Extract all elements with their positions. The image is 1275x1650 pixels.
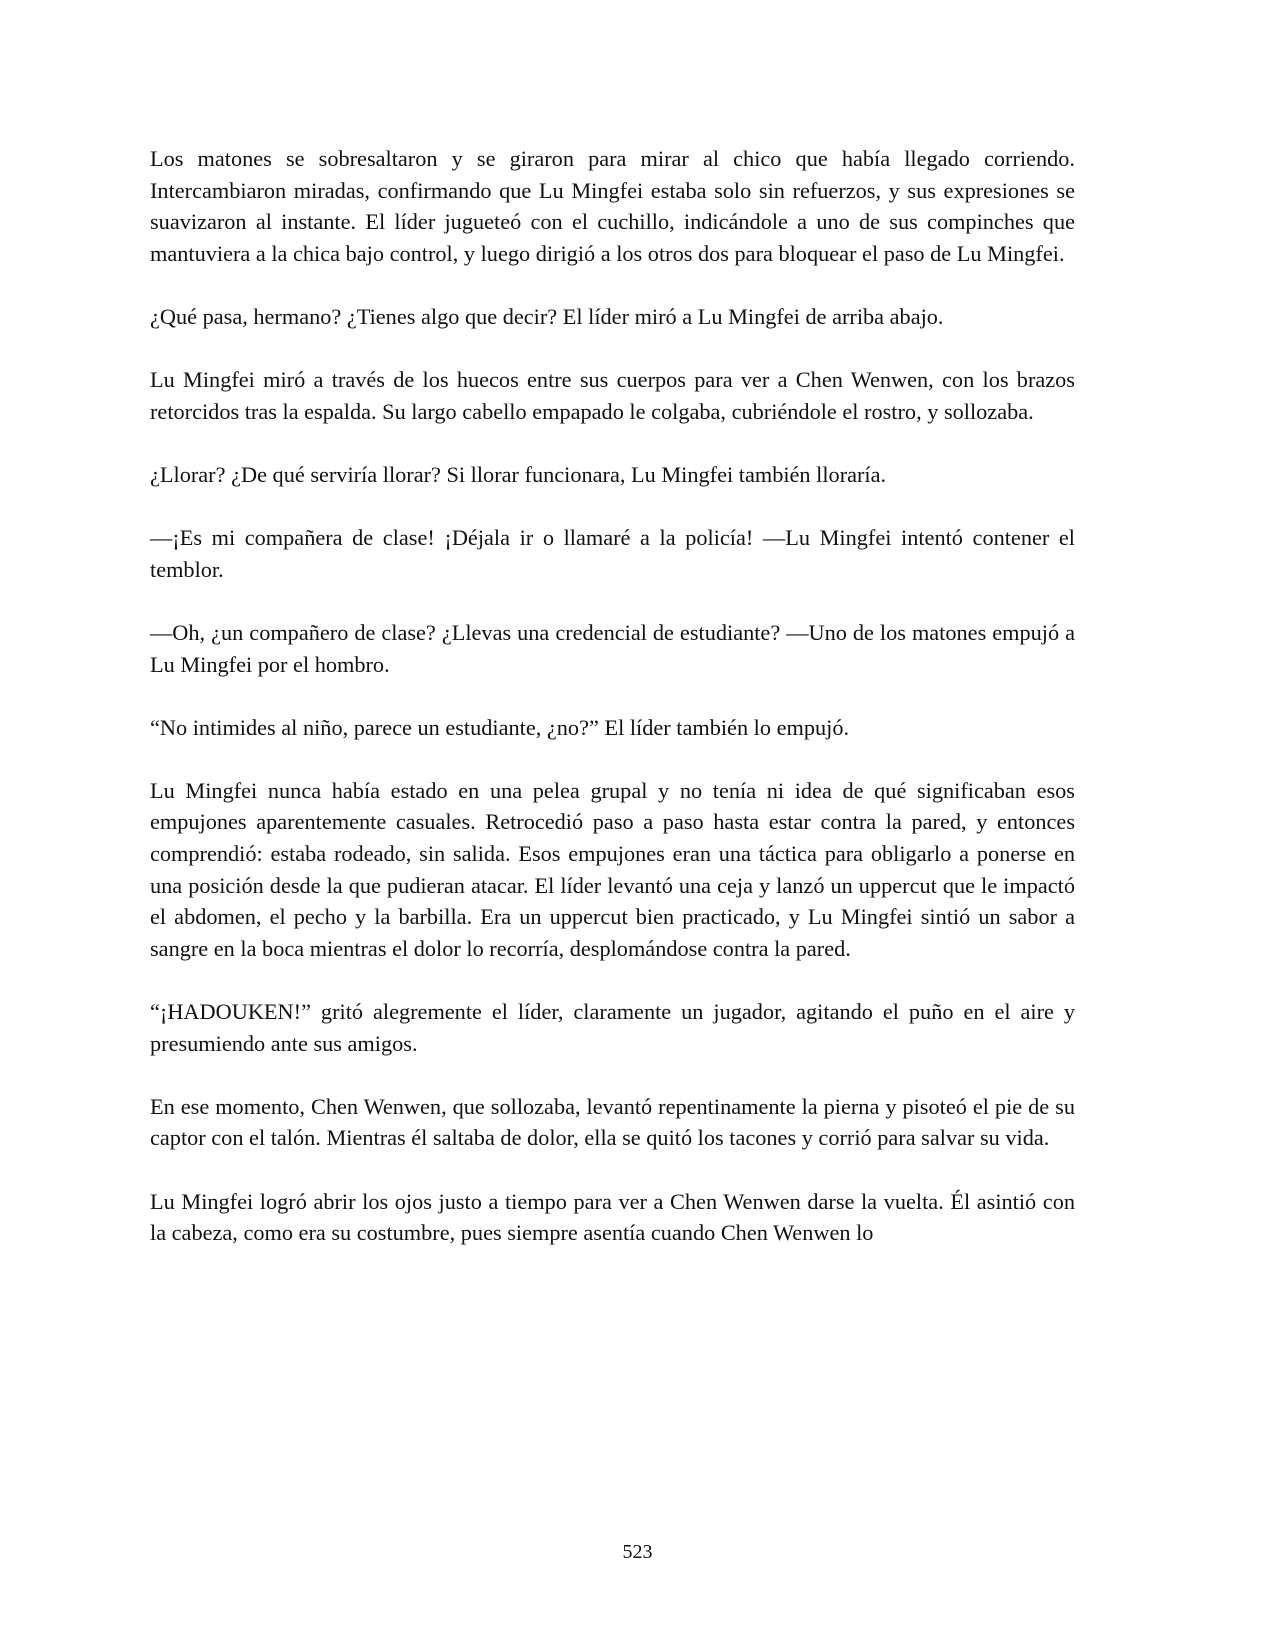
paragraph-4: ¿Llorar? ¿De qué serviría llorar? Si llorar funcionara, Lu Mingfei también lloraría.: [150, 461, 887, 487]
paragraph-7: “No intimides al niño, parece un estudiante, ¿no?” El líder también lo empujó.: [150, 714, 850, 740]
paragraph-10: En ese momento, Chen Wenwen, que sollozaba, levantó repentinamente la pierna y pisoteó el pie de su captor con el talón. Mientras él saltaba de dolor, ella se quitó los tacones y corrió para salvar su vida.: [150, 1093, 1075, 1151]
paragraph-3: Lu Mingfei miró a través de los huecos entre sus cuerpos para ver a Chen Wenwen, con los brazos retorcidos tras la espalda. Su largo cabello empapado le colgaba, cubriéndole el rostro, y sollozaba.: [150, 367, 1075, 424]
paragraph-8: Lu Mingfei nunca había estado en una pelea grupal y no tenía ni idea de qué significaban esos empujones aparentemente casuales. Retrocedió paso a paso hasta estar contra la pared, y entonces comprendió: estaba rodeado, sin salida. Esos empujones eran una táctica para obligarlo a ponerse en una posición desde la que pudieran atacar. El líder levantó una ceja y lanzó un uppercut que le impactó el abdomen, el pecho y la barbilla. Era un uppercut bien practicado, y Lu Mingfei sintió un sabor a sangre en la boca mientras el dolor lo recorría, desplomándose contra la pared.: [150, 777, 1075, 961]
paragraph-2: ¿Qué pasa, hermano? ¿Tienes algo que decir? El líder miró a Lu Mingfei de arriba abajo.: [150, 303, 944, 329]
paragraph-11: Lu Mingfei logró abrir los ojos justo a tiempo para ver a Chen Wenwen darse la vuelta. Él asintió con la cabeza, como era su costumbre, pues siempre asentía cuando Chen Wenwen lo: [150, 1188, 1075, 1246]
body-text: [150, 143, 1075, 1280]
paragraph-1: Los matones se sobresaltaron y se giraron para mirar al chico que había llegado corriendo. Intercambiaron miradas, confirmando que Lu Mingfei estaba solo sin refuerzos, y sus expresiones se suavizaron al instante. El líder jugueteó con el cuchillo, indicándole a uno de sus compinches que mantuviera a la chica bajo control, y luego dirigió a los otros dos para bloquear el paso de Lu Mingfei.: [150, 146, 1075, 266]
page-number: 523: [622, 1541, 653, 1563]
paragraph-9: “¡HADOUKEN!” gritó alegremente el líder, claramente un jugador, agitando el puño en el aire y presumiendo ante sus amigos.: [150, 999, 1075, 1056]
paragraph-6: —Oh, ¿un compañero de clase? ¿Llevas una credencial de estudiante? —Uno de los matones empujó a Lu Mingfei por el hombro.: [150, 619, 1075, 677]
paragraph-5: —¡Es mi compañera de clase! ¡Déjala ir o llamaré a la policía! —Lu Mingfei intentó contener el temblor.: [150, 525, 1075, 582]
